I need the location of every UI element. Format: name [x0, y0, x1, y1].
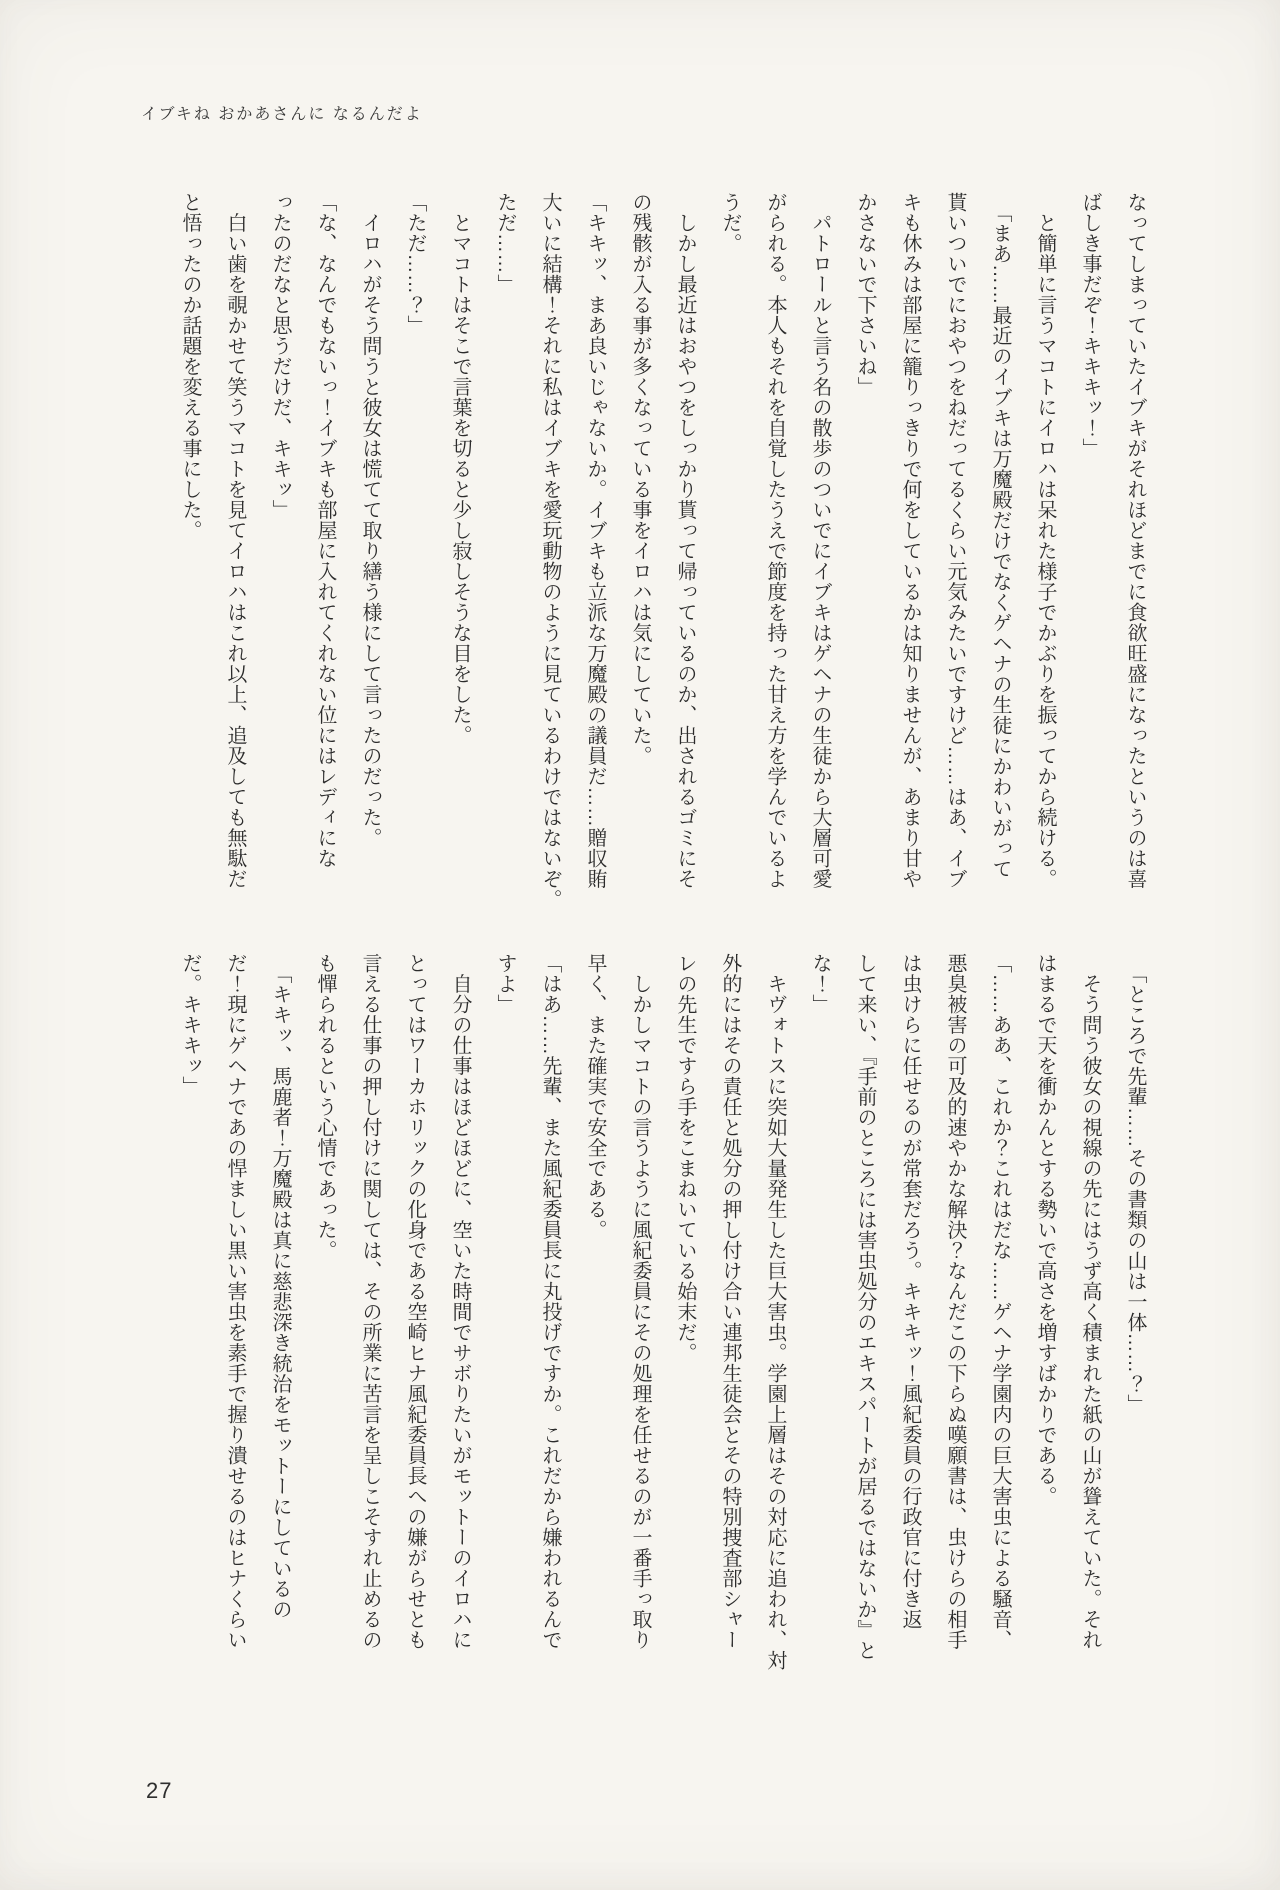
text-column: とマコトはそこで言葉を切ると少し寂しそうな目をした。 [449, 192, 471, 746]
text-column: うだ。 [719, 192, 741, 254]
text-column: 「な、なんでもないっ！イブキも部屋に入れてくれない位にはレディにな [314, 192, 336, 869]
text-column: も憚られるという心情であった。 [314, 953, 336, 1261]
chapter-header-caption: イブキね おかあさんに なるんだよ [141, 106, 423, 123]
text-column: は虫けらに任せるのが常套だろう。キキキッ！風紀委員の行政官に付き返 [899, 953, 921, 1630]
text-column: ばしき事だぞ！キキキッ！」 [1079, 192, 1101, 459]
text-column: だ。キキキッ」 [179, 953, 201, 1097]
text-column: パトロールと言う名の散歩のついでにイブキはゲヘナの生徒から大層可愛 [809, 192, 831, 889]
text-column: 自分の仕事はほどほどに、空いた時間でサボりたいがモットーのイロハに [449, 953, 471, 1650]
upper-text-block [167, 192, 1157, 912]
page-number: 27 [146, 1778, 173, 1803]
text-column: 「はあ……先輩、また風紀委員長に丸投げですか。これだから嫌われるんで [539, 953, 561, 1650]
text-column: とってはワーカホリックの化身である空崎ヒナ風紀委員長への嫌がらせとも [404, 953, 426, 1650]
text-column: 外的にはその責任と処分の押し付け合い連邦生徒会とその特別捜査部シャー [719, 953, 741, 1650]
text-column: しかし最近はおやつをしっかり貰って帰っているのか、出されるゴミにそ [674, 192, 696, 889]
text-column: すよ」 [494, 953, 516, 1015]
text-column: 「……ああ、これか？これはだな……ゲヘナ学園内の巨大害虫による騒音、 [989, 953, 1011, 1650]
text-column: 「ただ……？」 [404, 192, 426, 336]
text-column: ったのだなと思うだけだ、キキッ」 [269, 192, 291, 520]
text-column: キも休みは部屋に籠りっきりで何をしているかは知りませんが、あまり甘や [899, 192, 921, 889]
text-column: と悟ったのか話題を変える事にした。 [179, 192, 201, 541]
lower-text-block [167, 953, 1157, 1693]
text-column: キヴォトスに突如大量発生した巨大害虫。学園上層はその対応に追われ、対 [764, 953, 786, 1671]
text-column: そう問う彼女の視線の先にはうず高く積まれた紙の山が聳えていた。それ [1079, 953, 1101, 1650]
text-column: 言える仕事の押し付けに関しては、その所業に苦言を呈しこそすれ止めるの [359, 953, 381, 1650]
text-column: 「まあ……最近のイブキは万魔殿だけでなくゲヘナの生徒にかわいがって [989, 192, 1011, 879]
text-column: しかしマコトの言うように風紀委員にその処理を任せるのが一番手っ取り [629, 953, 651, 1650]
text-column: レの先生ですら手をこまねいている始末だ。 [674, 953, 696, 1363]
text-column: 悪臭被害の可及的速やかな解決？なんだこの下らぬ嘆願書は、虫けらの相手 [944, 953, 966, 1650]
text-column: 早く、また確実で安全である。 [584, 953, 606, 1240]
text-column: 白い歯を覗かせて笑うマコトを見てイロハはこれ以上、追及しても無駄だ [224, 192, 246, 889]
text-column: 「キキッ、馬鹿者！万魔殿は真に慈悲深き統治をモットーにしているの [269, 953, 291, 1620]
text-column: なってしまっていたイブキがそれほどまでに食欲旺盛になったというのは喜 [1124, 192, 1146, 889]
text-column: 「キキッ、まあ良いじゃないか。イブキも立派な万魔殿の議員だ……贈収賄 [584, 192, 606, 889]
text-column: 貰いついでにおやつをねだってるくらい元気みたいですけど……はあ、イブ [944, 192, 966, 889]
text-column: ただ……」 [494, 192, 516, 295]
text-column: イロハがそう問うと彼女は慌てて取り繕う様にして言ったのだった。 [359, 192, 381, 848]
text-column: 「ところで先輩……その書類の山は一体……？」 [1124, 953, 1146, 1415]
text-column: な！」 [809, 953, 831, 1015]
text-column: かさないで下さいね」 [854, 192, 876, 397]
text-column: の残骸が入る事が多くなっている事をイロハは気にしていた。 [629, 192, 651, 766]
text-column: して来い、『手前のところには害虫処分のエキスパートが居るではないか』と [854, 953, 876, 1661]
text-column: がられる。本人もそれを自覚したうえで節度を持った甘え方を学んでいるよ [764, 192, 786, 889]
text-column: 大いに結構！それに私はイブキを愛玩動物のように見ているわけではないぞ。 [539, 192, 561, 910]
text-column: はまるで天を衝かんとする勢いで高さを増すばかりである。 [1034, 953, 1056, 1507]
text-column: と簡単に言うマコトにイロハは呆れた様子でかぶりを振ってから続ける。 [1034, 192, 1056, 889]
text-column: だ！現にゲヘナであの悍ましい黒い害虫を素手で握り潰せるのはヒナくらい [224, 953, 246, 1650]
